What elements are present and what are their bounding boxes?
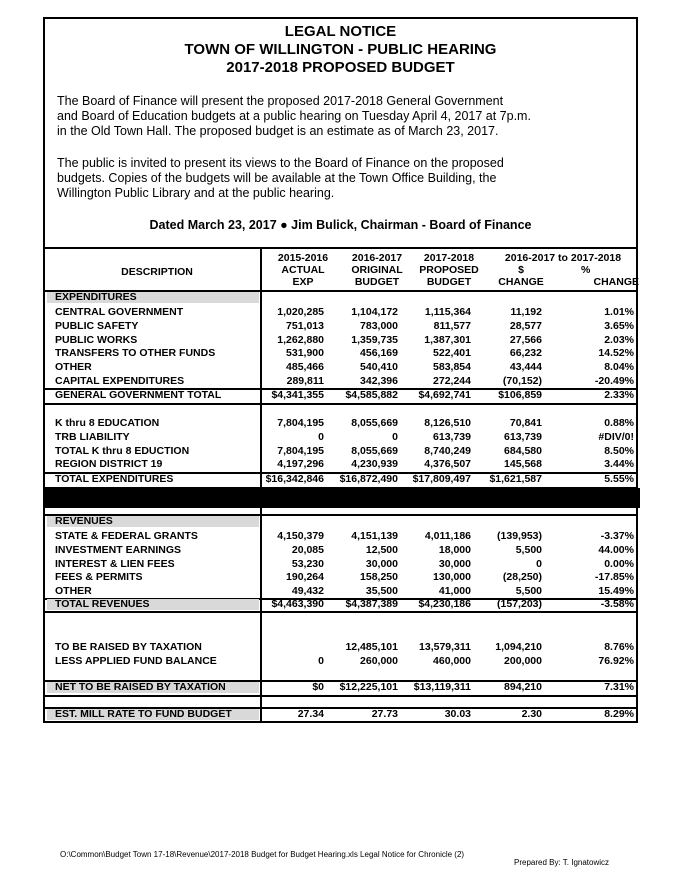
dollar-change: (157,203) — [497, 598, 542, 610]
row-label: CAPITAL EXPENDITURES — [55, 375, 185, 387]
file-path: O:\Common\Budget Town 17-18\Revenue\2017-2018 Budget for Budget Hearing.xls Legal Notice for Chronicle (2) — [60, 850, 465, 859]
intro-paragraph — [57, 94, 627, 139]
actual-2015-2016: 4,197,296 — [277, 458, 324, 471]
dollar-change: 145,568 — [504, 458, 542, 471]
actual-2015-2016: 289,811 — [286, 375, 324, 387]
percent-change: 76.92% — [598, 654, 634, 667]
dollar-change: 70,841 — [509, 417, 542, 429]
intro-line: and Board of Education budgets at a public hearing on Tuesday April 4, 2017 at 7p.m. — [57, 109, 531, 123]
row-label: PUBLIC WORKS — [55, 333, 138, 346]
table-row — [45, 544, 636, 557]
budget-2016-2017: 8,055,669 — [351, 444, 398, 457]
table-row — [45, 431, 636, 444]
public-paragraph — [57, 156, 627, 201]
budget-2016-2017: 0 — [392, 430, 398, 443]
row-label: GENERAL GOVERNMENT TOTAL — [55, 389, 222, 401]
row-label: TOTAL REVENUES — [55, 598, 150, 610]
percent-change: -17.85% — [594, 571, 634, 584]
table-row — [45, 558, 636, 571]
budget-2016-2017: 540,410 — [360, 361, 398, 374]
actual-2015-2016: 7,804,195 — [277, 417, 324, 429]
proposed-2017-2018: $13,119,311 — [413, 681, 471, 693]
budget-2016-2017: 30,000 — [365, 557, 398, 570]
expenditures-label: EXPENDITURES — [55, 291, 137, 303]
table-row — [45, 585, 636, 598]
dollar-change: 28,577 — [509, 319, 542, 332]
row-label: REGION DISTRICT 19 — [55, 458, 163, 471]
proposed-2017-2018: $4,692,741 — [418, 389, 471, 401]
net-bottom-rule — [45, 695, 636, 697]
dollar-change: 2.30 — [521, 708, 542, 720]
proposed-2017-2018: 18,000 — [438, 543, 471, 556]
proposed-2017-2018: 41,000 — [438, 585, 471, 598]
row-label: NET TO BE RAISED BY TAXATION — [55, 681, 226, 693]
budget-2016-2017: 1,104,172 — [351, 306, 398, 318]
table-row — [45, 417, 636, 430]
col1-header: 2015-2016 ACTUAL EXP — [277, 252, 329, 288]
row-label: TO BE RAISED BY TAXATION — [55, 641, 202, 653]
budget-2016-2017: 158,250 — [360, 571, 398, 584]
percent-change: 7.31% — [604, 681, 634, 693]
proposed-2017-2018: 13,579,311 — [419, 641, 471, 653]
proposed-2017-2018: 1,115,364 — [424, 306, 471, 318]
percent-change: #DIV/0! — [598, 430, 634, 443]
net-taxation-row — [45, 681, 636, 694]
mill-rate-row — [45, 708, 636, 721]
dollar-change: 11,192 — [510, 306, 542, 318]
percent-change: 44.00% — [598, 543, 634, 556]
percent-change: 14.52% — [598, 347, 634, 360]
budget-2016-2017: $4,585,882 — [345, 389, 398, 401]
table-row — [45, 571, 636, 584]
row-label: K thru 8 EDUCATION — [55, 417, 160, 429]
percent-change: 15.49% — [598, 585, 634, 598]
actual-2015-2016: 20,085 — [291, 543, 324, 556]
table-row — [45, 320, 636, 333]
percent-change: 3.44% — [604, 458, 634, 471]
row-label: INVESTMENT EARNINGS — [55, 543, 182, 556]
total-rev-bottom-rule — [45, 611, 636, 613]
table-row — [45, 445, 636, 458]
percent-change: 8.50% — [604, 444, 634, 457]
public-line: The public is invited to present its views to the Board of Finance on the proposed — [57, 156, 504, 170]
percent-change: 2.33% — [604, 389, 634, 401]
percent-change: 0.00% — [604, 557, 634, 570]
proposed-2017-2018: 130,000 — [433, 571, 471, 584]
section-separator — [45, 488, 640, 508]
proposed-2017-2018: 8,740,249 — [424, 444, 471, 457]
header-line-3: 2017-2018 PROPOSED BUDGET — [226, 59, 455, 76]
table-row — [45, 641, 636, 654]
actual-2015-2016: $4,341,355 — [271, 389, 324, 401]
actual-2015-2016: 49,432 — [291, 585, 324, 598]
intro-line: The Board of Finance will present the proposed 2017-2018 General Government — [57, 94, 504, 108]
header-line-1: LEGAL NOTICE — [284, 23, 397, 40]
dollar-change: 1,094,210 — [495, 641, 542, 653]
actual-2015-2016: $4,463,390 — [271, 598, 324, 610]
actual-2015-2016: $16,342,846 — [265, 473, 324, 485]
row-label: STATE & FEDERAL GRANTS — [55, 530, 198, 542]
proposed-2017-2018: 1,387,301 — [424, 333, 471, 346]
table-row — [45, 334, 636, 347]
proposed-2017-2018: 30.03 — [444, 708, 471, 720]
public-line: budgets. Copies of the budgets will be available at the Town Office Building, the — [57, 171, 497, 185]
actual-2015-2016: 7,804,195 — [277, 444, 324, 457]
actual-2015-2016: 27.34 — [297, 708, 324, 720]
col2-header: 2016-2017 ORIGINAL BUDGET — [351, 252, 403, 288]
gg-total-bottom-rule — [45, 403, 636, 405]
table-row — [45, 361, 636, 374]
revenues-label: REVENUES — [55, 515, 113, 527]
header-line-2: TOWN OF WILLINGTON - PUBLIC HEARING — [184, 41, 497, 58]
budget-2016-2017: 456,169 — [360, 347, 398, 360]
total-expenditures-row — [45, 473, 636, 486]
budget-2016-2017: 4,230,939 — [351, 458, 398, 471]
budget-2016-2017: $12,225,101 — [339, 681, 398, 693]
percent-change: 1.01% — [604, 306, 634, 318]
dollar-change: 613,739 — [504, 430, 542, 443]
proposed-2017-2018: 4,376,507 — [424, 458, 471, 471]
change-range-header: 2016-2017 to 2017-2018 — [504, 252, 622, 264]
table-row — [45, 347, 636, 360]
dollar-change: 684,580 — [504, 444, 542, 457]
percent-change: 3.65% — [604, 319, 634, 332]
desc-header: DESCRIPTION — [121, 266, 193, 278]
proposed-2017-2018: 4,011,186 — [424, 530, 471, 542]
dollar-change: (28,250) — [502, 571, 542, 584]
dollar-change: 43,444 — [509, 361, 542, 374]
gg-total-row — [45, 389, 636, 402]
public-line: Willington Public Library and at the public hearing. — [57, 186, 335, 200]
row-label: TRANSFERS TO OTHER FUNDS — [55, 347, 216, 360]
total-revenues-row — [45, 598, 636, 611]
dollar-change: 0 — [536, 557, 542, 570]
revenue-top-rule — [45, 514, 636, 516]
percent-change: -20.49% — [594, 375, 634, 387]
proposed-2017-2018: 8,126,510 — [424, 417, 471, 429]
dollar-change: (70,152) — [502, 375, 542, 387]
col4-header: $ CHANGE — [498, 264, 544, 288]
dated-line: Dated March 23, 2017 ● Jim Bulick, Chairman - Board of Finance — [149, 218, 532, 232]
proposed-2017-2018: 460,000 — [433, 654, 471, 667]
budget-2016-2017: 260,000 — [360, 654, 398, 667]
budget-2016-2017: 342,396 — [360, 375, 398, 387]
actual-2015-2016: 1,262,880 — [277, 333, 324, 346]
budget-2016-2017: 8,055,669 — [351, 417, 398, 429]
prepared-by: Prepared By: T. Ignatowicz — [514, 858, 610, 867]
percent-change: 8.04% — [604, 361, 634, 374]
col3-header: 2017-2018 PROPOSED BUDGET — [419, 252, 479, 288]
legal-notice-frame — [43, 17, 638, 723]
budget-2016-2017: 12,500 — [365, 543, 398, 556]
budget-2016-2017: 12,485,101 — [345, 641, 398, 653]
budget-2016-2017: 35,500 — [365, 585, 398, 598]
col5-header: % CHANGE — [581, 264, 639, 288]
proposed-2017-2018: 613,739 — [433, 430, 471, 443]
table-row — [45, 655, 636, 668]
proposed-2017-2018: 272,244 — [433, 375, 471, 387]
proposed-2017-2018: $17,809,497 — [412, 473, 471, 485]
actual-2015-2016: 4,150,379 — [277, 530, 324, 542]
table-row — [45, 306, 636, 319]
actual-2015-2016: 1,020,285 — [277, 306, 324, 318]
row-label: EST. MILL RATE TO FUND BUDGET — [55, 708, 232, 720]
dollar-change: $1,621,587 — [489, 473, 542, 485]
dollar-change: 66,232 — [509, 347, 542, 360]
row-label: OTHER — [55, 361, 92, 374]
percent-change: 2.03% — [604, 333, 634, 346]
row-label: FEES & PERMITS — [55, 571, 143, 584]
actual-2015-2016: $0 — [312, 681, 324, 693]
proposed-2017-2018: 811,577 — [433, 319, 471, 332]
actual-2015-2016: 485,466 — [286, 361, 324, 374]
proposed-2017-2018: 30,000 — [438, 557, 471, 570]
row-label: LESS APPLIED FUND BALANCE — [55, 654, 217, 667]
budget-2016-2017: 1,359,735 — [351, 333, 398, 346]
row-label: PUBLIC SAFETY — [55, 319, 139, 332]
percent-change: 0.88% — [604, 417, 634, 429]
actual-2015-2016: 751,013 — [286, 319, 324, 332]
row-label: CENTRAL GOVERNMENT — [55, 306, 184, 318]
actual-2015-2016: 531,900 — [286, 347, 324, 360]
dollar-change: 27,566 — [509, 333, 542, 346]
actual-2015-2016: 190,264 — [286, 571, 324, 584]
dollar-change: 5,500 — [515, 543, 542, 556]
table-row — [45, 458, 636, 471]
proposed-2017-2018: 522,401 — [433, 347, 471, 360]
percent-change: 8.29% — [604, 708, 634, 720]
notice-header — [45, 23, 636, 77]
dollar-change: 5,500 — [515, 585, 542, 598]
row-label: TOTAL K thru 8 EDUCTION — [55, 444, 190, 457]
intro-line: in the Old Town Hall. The proposed budget is an estimate as of March 23, 2017. — [57, 124, 499, 138]
percent-change: 8.76% — [604, 641, 634, 653]
row-label: TRB LIABILITY — [55, 430, 130, 443]
budget-2016-2017: 27.73 — [371, 708, 398, 720]
proposed-2017-2018: 583,854 — [433, 361, 471, 374]
budget-2016-2017: $4,387,389 — [345, 598, 398, 610]
row-label: TOTAL EXPENDITURES — [55, 473, 174, 485]
dollar-change: $106,859 — [498, 389, 542, 401]
percent-change: 5.55% — [604, 473, 634, 485]
budget-2016-2017: 783,000 — [360, 319, 398, 332]
row-label: OTHER — [55, 585, 92, 598]
actual-2015-2016: 53,230 — [291, 557, 324, 570]
row-label: INTEREST & LIEN FEES — [55, 557, 175, 570]
dollar-change: 894,210 — [504, 681, 542, 693]
percent-change: -3.58% — [600, 598, 634, 610]
actual-2015-2016: 0 — [318, 654, 324, 667]
table-row — [45, 530, 636, 543]
percent-change: -3.37% — [600, 530, 634, 542]
table-top-rule — [45, 247, 636, 249]
proposed-2017-2018: $4,230,186 — [418, 598, 471, 610]
table-row — [45, 375, 636, 388]
budget-2016-2017: $16,872,490 — [339, 473, 398, 485]
dollar-change: 200,000 — [504, 654, 542, 667]
actual-2015-2016: 0 — [318, 430, 324, 443]
dollar-change: (139,953) — [497, 530, 542, 542]
budget-2016-2017: 4,151,139 — [351, 530, 398, 542]
